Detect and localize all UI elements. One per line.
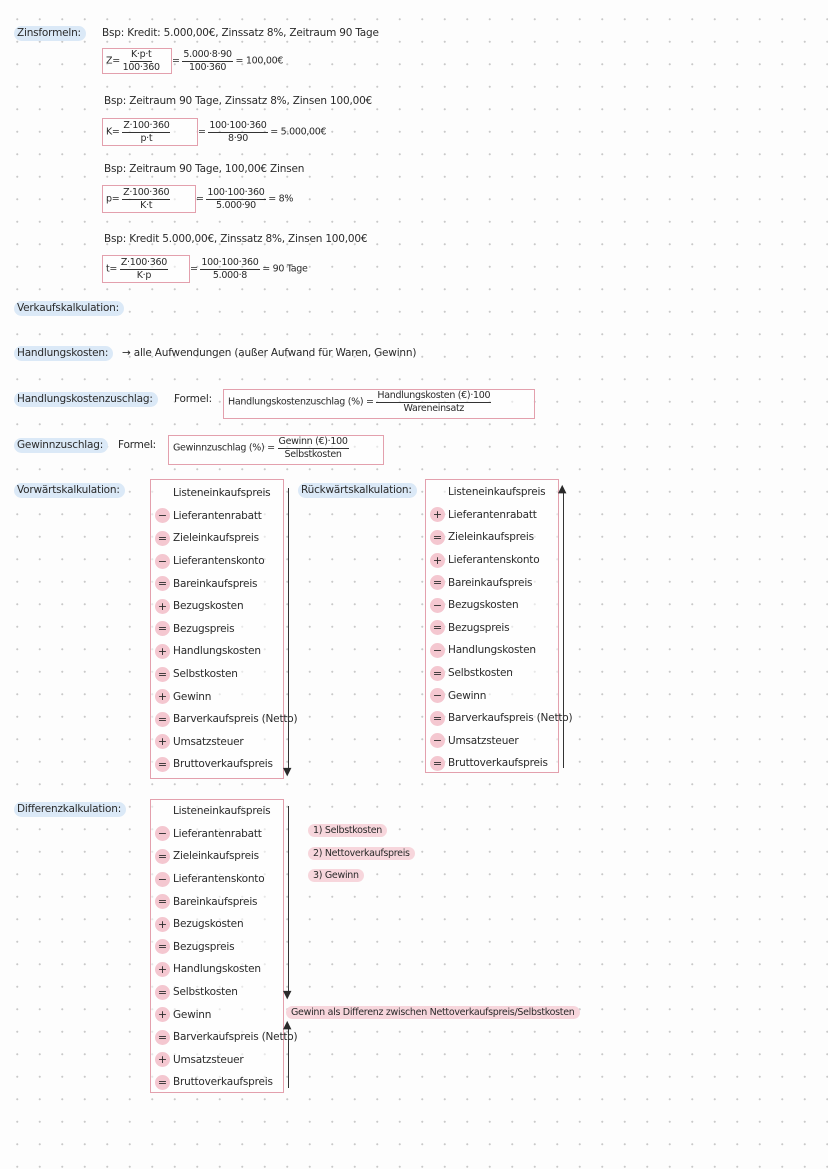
list-item-label: Barverkaufspreis (Netto) — [448, 712, 573, 725]
list-item-label: Bezugskosten — [448, 599, 519, 612]
verkaufskalkulation-heading: Verkaufskalkulation: — [14, 302, 124, 314]
operator-badge: + — [430, 553, 445, 568]
list-item — [430, 617, 572, 640]
operator-badge: − — [155, 554, 170, 569]
list-item — [155, 958, 297, 981]
list-item-label: Bareinkaufspreis — [173, 895, 258, 908]
operator-badge: = — [430, 711, 445, 726]
list-item-label: Bezugskosten — [173, 600, 244, 613]
list-item — [430, 526, 572, 549]
zinsen-formula: Z= $\frac{K\cdot p\cdot t}{100\cdot 360}$ — [106, 49, 160, 73]
list-item — [155, 845, 297, 868]
list-item — [155, 550, 297, 573]
kapital-calculation: = $\frac{100\cdot 100\cdot 360}{8\cdot 90}$ = 5.000,00€ — [198, 120, 327, 144]
operator-badge: = — [430, 756, 445, 771]
operator-badge: + — [430, 507, 445, 522]
operator-badge: + — [155, 644, 170, 659]
operator-badge: = — [155, 1075, 170, 1090]
list-item — [430, 571, 572, 594]
list-item-label: Umsatzsteuer — [173, 1053, 244, 1066]
list-item — [155, 685, 297, 708]
vorwaerts-list — [155, 482, 297, 776]
operator-badge: = — [155, 894, 170, 909]
operator-badge: − — [430, 643, 445, 658]
rueckwaerts-list — [430, 481, 572, 775]
list-item-label: Zieleinkaufspreis — [173, 850, 259, 863]
list-item-label: Selbstkosten — [173, 986, 238, 999]
hkz-formula: Handlungskostenzuschlag (%) = $\frac{\text{Handlungskosten (€)·100}}{\text{Wareneinsatz}}$ — [228, 390, 491, 414]
operator-badge: = — [430, 620, 445, 635]
operator-badge: − — [430, 733, 445, 748]
list-item — [155, 936, 297, 959]
vorwaerts-heading: Vorwärtskalkulation: — [14, 484, 125, 496]
handlungskosten-heading: Handlungskosten: — [14, 347, 113, 359]
down-arrow-icon: ▼ — [283, 765, 292, 778]
operator-badge: = — [155, 939, 170, 954]
list-item — [155, 595, 297, 618]
list-item — [155, 981, 297, 1004]
list-item — [155, 640, 297, 663]
operator-badge: + — [155, 599, 170, 614]
list-item-label: Bruttoverkaufspreis — [448, 757, 548, 770]
operator-badge: = — [155, 712, 170, 727]
list-item-label: Bezugspreis — [173, 940, 235, 953]
list-item-label: Barverkaufspreis (Netto) — [173, 1031, 298, 1044]
list-item — [155, 1003, 297, 1026]
list-item — [155, 913, 297, 936]
zinsen-calculation: = $\frac{5.000\cdot 8\cdot 90}{100\cdot 360}$ = 100,00€ — [172, 49, 284, 73]
list-item — [430, 504, 572, 527]
operator-badge — [430, 485, 445, 500]
zeit-formula: t= $\frac{Z\cdot 100\cdot 360}{K\cdot p}$ — [106, 257, 167, 281]
list-item — [430, 594, 572, 617]
operator-badge: = — [155, 1030, 170, 1045]
list-item — [155, 527, 297, 550]
list-item-label: Handlungskosten — [173, 963, 261, 976]
gz-heading: Gewinnzuschlag: — [14, 439, 108, 451]
list-item — [155, 572, 297, 595]
list-item-label: Zieleinkaufspreis — [173, 532, 259, 545]
list-item — [155, 505, 297, 528]
list-item-label: Lieferantenskonto — [448, 554, 540, 567]
list-item — [430, 752, 572, 775]
list-item-label: Handlungskosten — [448, 644, 536, 657]
kapital-example: Bsp: Zeitraum 90 Tage, Zinssatz 8%, Zinsen 100,00€ — [104, 95, 373, 107]
operator-badge: = — [155, 621, 170, 636]
operator-badge: − — [155, 872, 170, 887]
list-item-label: Selbstkosten — [448, 667, 513, 680]
list-item-label: Lieferantenskonto — [173, 555, 265, 568]
differenz-list — [155, 800, 297, 1094]
operator-badge: = — [155, 849, 170, 864]
list-item-label: Gewinn — [448, 689, 487, 702]
up-arrow-icon: ▲ — [283, 1018, 292, 1031]
operator-badge: − — [430, 598, 445, 613]
operator-badge: + — [155, 689, 170, 704]
list-item — [155, 663, 297, 686]
operator-badge: = — [430, 530, 445, 545]
operator-badge: = — [155, 667, 170, 682]
list-item-label: Bezugskosten — [173, 918, 244, 931]
list-item-label: Listeneinkaufspreis — [173, 487, 271, 500]
list-item-label: Lieferantenrabatt — [173, 509, 262, 522]
list-item — [155, 482, 297, 505]
list-item-label: Bruttoverkaufspreis — [173, 1076, 273, 1089]
list-item-label: Umsatzsteuer — [173, 735, 244, 748]
gz-formel-label: Formel: — [118, 439, 156, 451]
vorwaerts-arrow — [288, 488, 289, 770]
rueckwaerts-heading: Rückwärtskalkulation: — [298, 484, 417, 496]
operator-badge: = — [155, 531, 170, 546]
list-item — [430, 481, 572, 504]
operator-badge: + — [155, 734, 170, 749]
list-item-label: Gewinn — [173, 690, 212, 703]
list-item — [155, 1049, 297, 1072]
operator-badge — [155, 804, 170, 819]
operator-badge — [155, 486, 170, 501]
differenz-step-1: 1) Selbstkosten — [308, 825, 387, 836]
list-item-label: Handlungskosten — [173, 645, 261, 658]
operator-badge: + — [155, 1052, 170, 1067]
list-item — [430, 707, 572, 730]
operator-badge: + — [155, 1007, 170, 1022]
up-arrow-icon: ▲ — [558, 482, 567, 495]
list-item — [155, 1026, 297, 1049]
zinsen-example: Bsp: Kredit: 5.000,00€, Zinssatz 8%, Zeitraum 90 Tage — [102, 27, 379, 39]
list-item — [430, 639, 572, 662]
list-item-label: Lieferantenrabatt — [448, 508, 537, 521]
list-item — [430, 549, 572, 572]
list-item — [155, 890, 297, 913]
gz-formula: Gewinnzuschlag (%) = $\frac{\text{Gewinn (€)·100}}{\text{Selbstkosten}}$ — [173, 436, 348, 460]
differenz-arrow-up — [288, 1028, 289, 1088]
zinssatz-calculation: = $\frac{100\cdot 100\cdot 360}{5.000\cdot 90}$ = 8% — [196, 187, 294, 211]
operator-badge: + — [155, 962, 170, 977]
zinssatz-example: Bsp: Zeitraum 90 Tage, 100,00€ Zinsen — [104, 163, 305, 175]
list-item — [155, 823, 297, 846]
differenz-step-3: 3) Gewinn — [308, 870, 364, 881]
list-item — [155, 731, 297, 754]
list-item-label: Listeneinkaufspreis — [173, 805, 271, 818]
list-item-label: Listeneinkaufspreis — [448, 486, 546, 499]
list-item — [155, 753, 297, 776]
differenz-heading: Differenzkalkulation: — [14, 803, 126, 815]
list-item-label: Bareinkaufspreis — [448, 576, 533, 589]
hkz-formel-label: Formel: — [174, 393, 212, 405]
list-item-label: Zieleinkaufspreis — [448, 531, 534, 544]
list-item — [155, 868, 297, 891]
list-item-label: Lieferantenskonto — [173, 873, 265, 886]
operator-badge: = — [155, 985, 170, 1000]
operator-badge: = — [430, 575, 445, 590]
zeit-example: Bsp: Kredit 5.000,00€, Zinssatz 8%, Zinsen 100,00€ — [104, 233, 368, 245]
zinssatz-formula: p= $\frac{Z\cdot 100\cdot 360}{K\cdot t}$ — [106, 187, 170, 211]
list-item — [430, 730, 572, 753]
operator-badge: = — [155, 576, 170, 591]
operator-badge: + — [155, 917, 170, 932]
down-arrow-icon: ▼ — [283, 988, 292, 1001]
list-item-label: Bruttoverkaufspreis — [173, 758, 273, 771]
list-item — [155, 618, 297, 641]
list-item — [155, 800, 297, 823]
differenz-arrow-down — [288, 806, 289, 994]
list-item-label: Bareinkaufspreis — [173, 577, 258, 590]
zinsformeln-heading: Zinsformeln: — [14, 27, 86, 39]
zeit-calculation: = $\frac{100\cdot 100\cdot 360}{5.000\cdot 8}$ = 90 Tage — [190, 257, 308, 281]
differenz-note: Gewinn als Differenz zwischen Nettoverkaufspreis/Selbstkosten — [286, 1007, 580, 1018]
list-item — [155, 708, 297, 731]
list-item — [430, 662, 572, 685]
list-item — [430, 684, 572, 707]
kapital-formula: K= $\frac{Z\cdot 100\cdot 360}{p\cdot t}$ — [106, 120, 170, 144]
list-item-label: Bezugspreis — [173, 622, 235, 635]
differenz-step-2: 2) Nettoverkaufspreis — [308, 848, 415, 859]
handlungskosten-text: → alle Aufwendungen (außer Aufwand für Waren, Gewinn) — [122, 347, 417, 359]
hkz-heading: Handlungskostenzuschlag: — [14, 393, 158, 405]
operator-badge: − — [430, 688, 445, 703]
operator-badge: = — [155, 757, 170, 772]
list-item — [155, 1071, 297, 1094]
list-item-label: Umsatzsteuer — [448, 734, 519, 747]
list-item-label: Selbstkosten — [173, 668, 238, 681]
operator-badge: − — [155, 826, 170, 841]
list-item-label: Bezugspreis — [448, 621, 510, 634]
rueckwaerts-arrow — [563, 492, 564, 768]
operator-badge: − — [155, 508, 170, 523]
list-item-label: Barverkaufspreis (Netto) — [173, 713, 298, 726]
list-item-label: Lieferantenrabatt — [173, 827, 262, 840]
operator-badge: = — [430, 666, 445, 681]
list-item-label: Gewinn — [173, 1008, 212, 1021]
